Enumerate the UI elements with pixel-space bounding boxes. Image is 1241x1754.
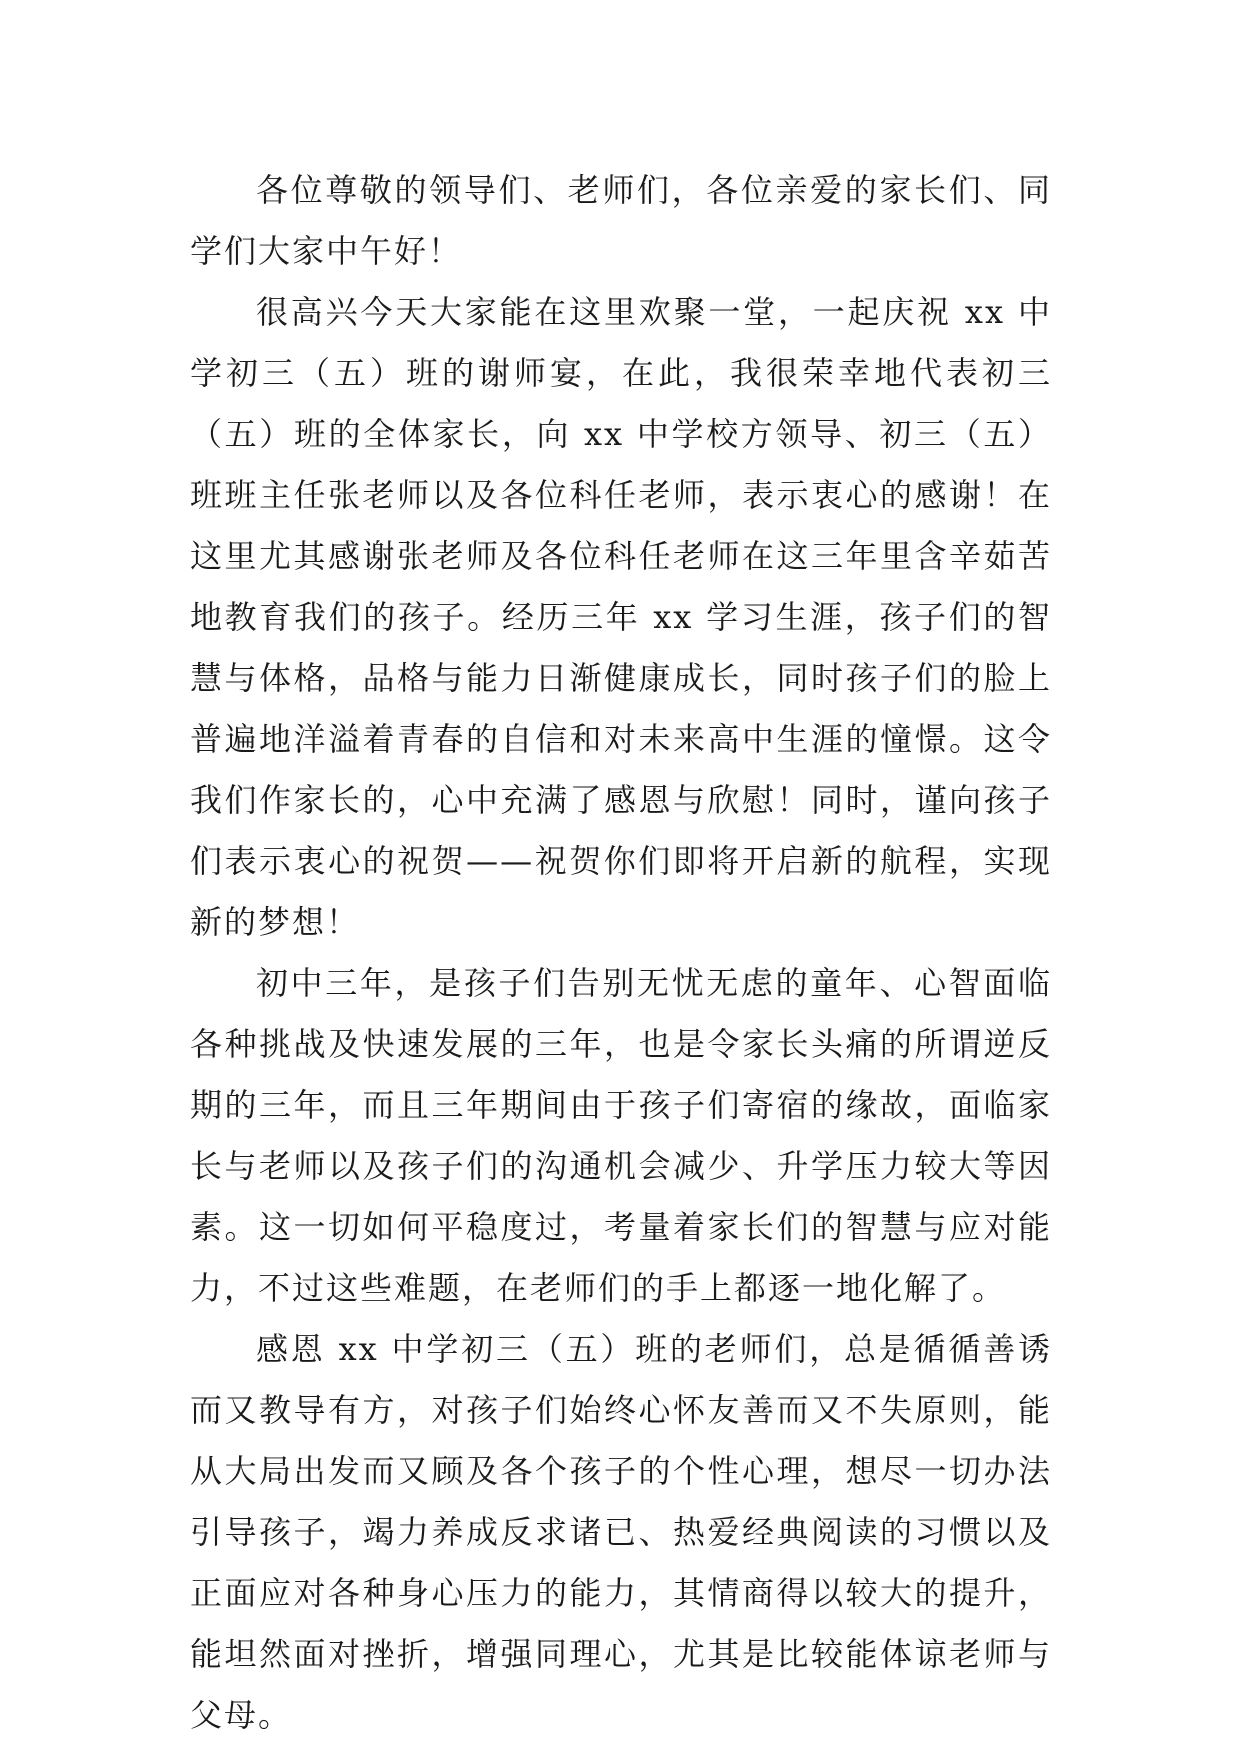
paragraph-junior-years: 初中三年，是孩子们告别无忧无虑的童年、心智面临各种挑战及快速发展的三年，也是令家长头痛的所谓逆反期的三年，而且三年期间由于孩子们寄宿的缘故，面临家长与老师以及孩子们的沟通机会减少、升学压力较大等因素。这一切如何平稳度过，考量着家长们的智慧与应对能力，不过这些难题，在老师们的手上都逐一地化解了。 (190, 964, 1052, 1307)
paragraph-thanks: 很高兴今天大家能在这里欢聚一堂，一起庆祝 xx 中学初三（五）班的谢师宴，在此，我很荣幸地代表初三（五）班的全体家长，向 xx 中学校方领导、初三（五）班班主任张老师以及各位科任老师，表示衷心的感谢！在这里尤其感谢张老师及各位科任老师在这三年里含辛茹苦地教育我们的孩子。经历三年 xx 学习生涯，孩子们的智慧与体格，品格与能力日渐健康成长，同时孩子们的脸上普遍地洋溢着青春的自信和对未来高中生涯的憧憬。这令我们作家长的，心中充满了感恩与欣慰！同时，谨向孩子们表示衷心的祝贺——祝贺你们即将开启新的航程，实现新的梦想！ (190, 293, 1052, 941)
paragraph-greeting: 各位尊敬的领导们、老师们，各位亲爱的家长们、同学们大家中午好！ (190, 171, 1052, 270)
paragraph-gratitude: 感恩 xx 中学初三（五）班的老师们，总是循循善诱而又教导有方，对孩子们始终心怀友善而又不失原则，能从大局出发而又顾及各个孩子的个性心理，想尽一切办法引导孩子，竭力养成反求诸已、热爱经典阅读的习惯以及正面应对各种身心压力的能力，其情商得以较大的提升，能坦然面对挫折，增强同理心，尤其是比较能体谅老师与父母。 (190, 1330, 1052, 1734)
document-body (190, 160, 1052, 1746)
